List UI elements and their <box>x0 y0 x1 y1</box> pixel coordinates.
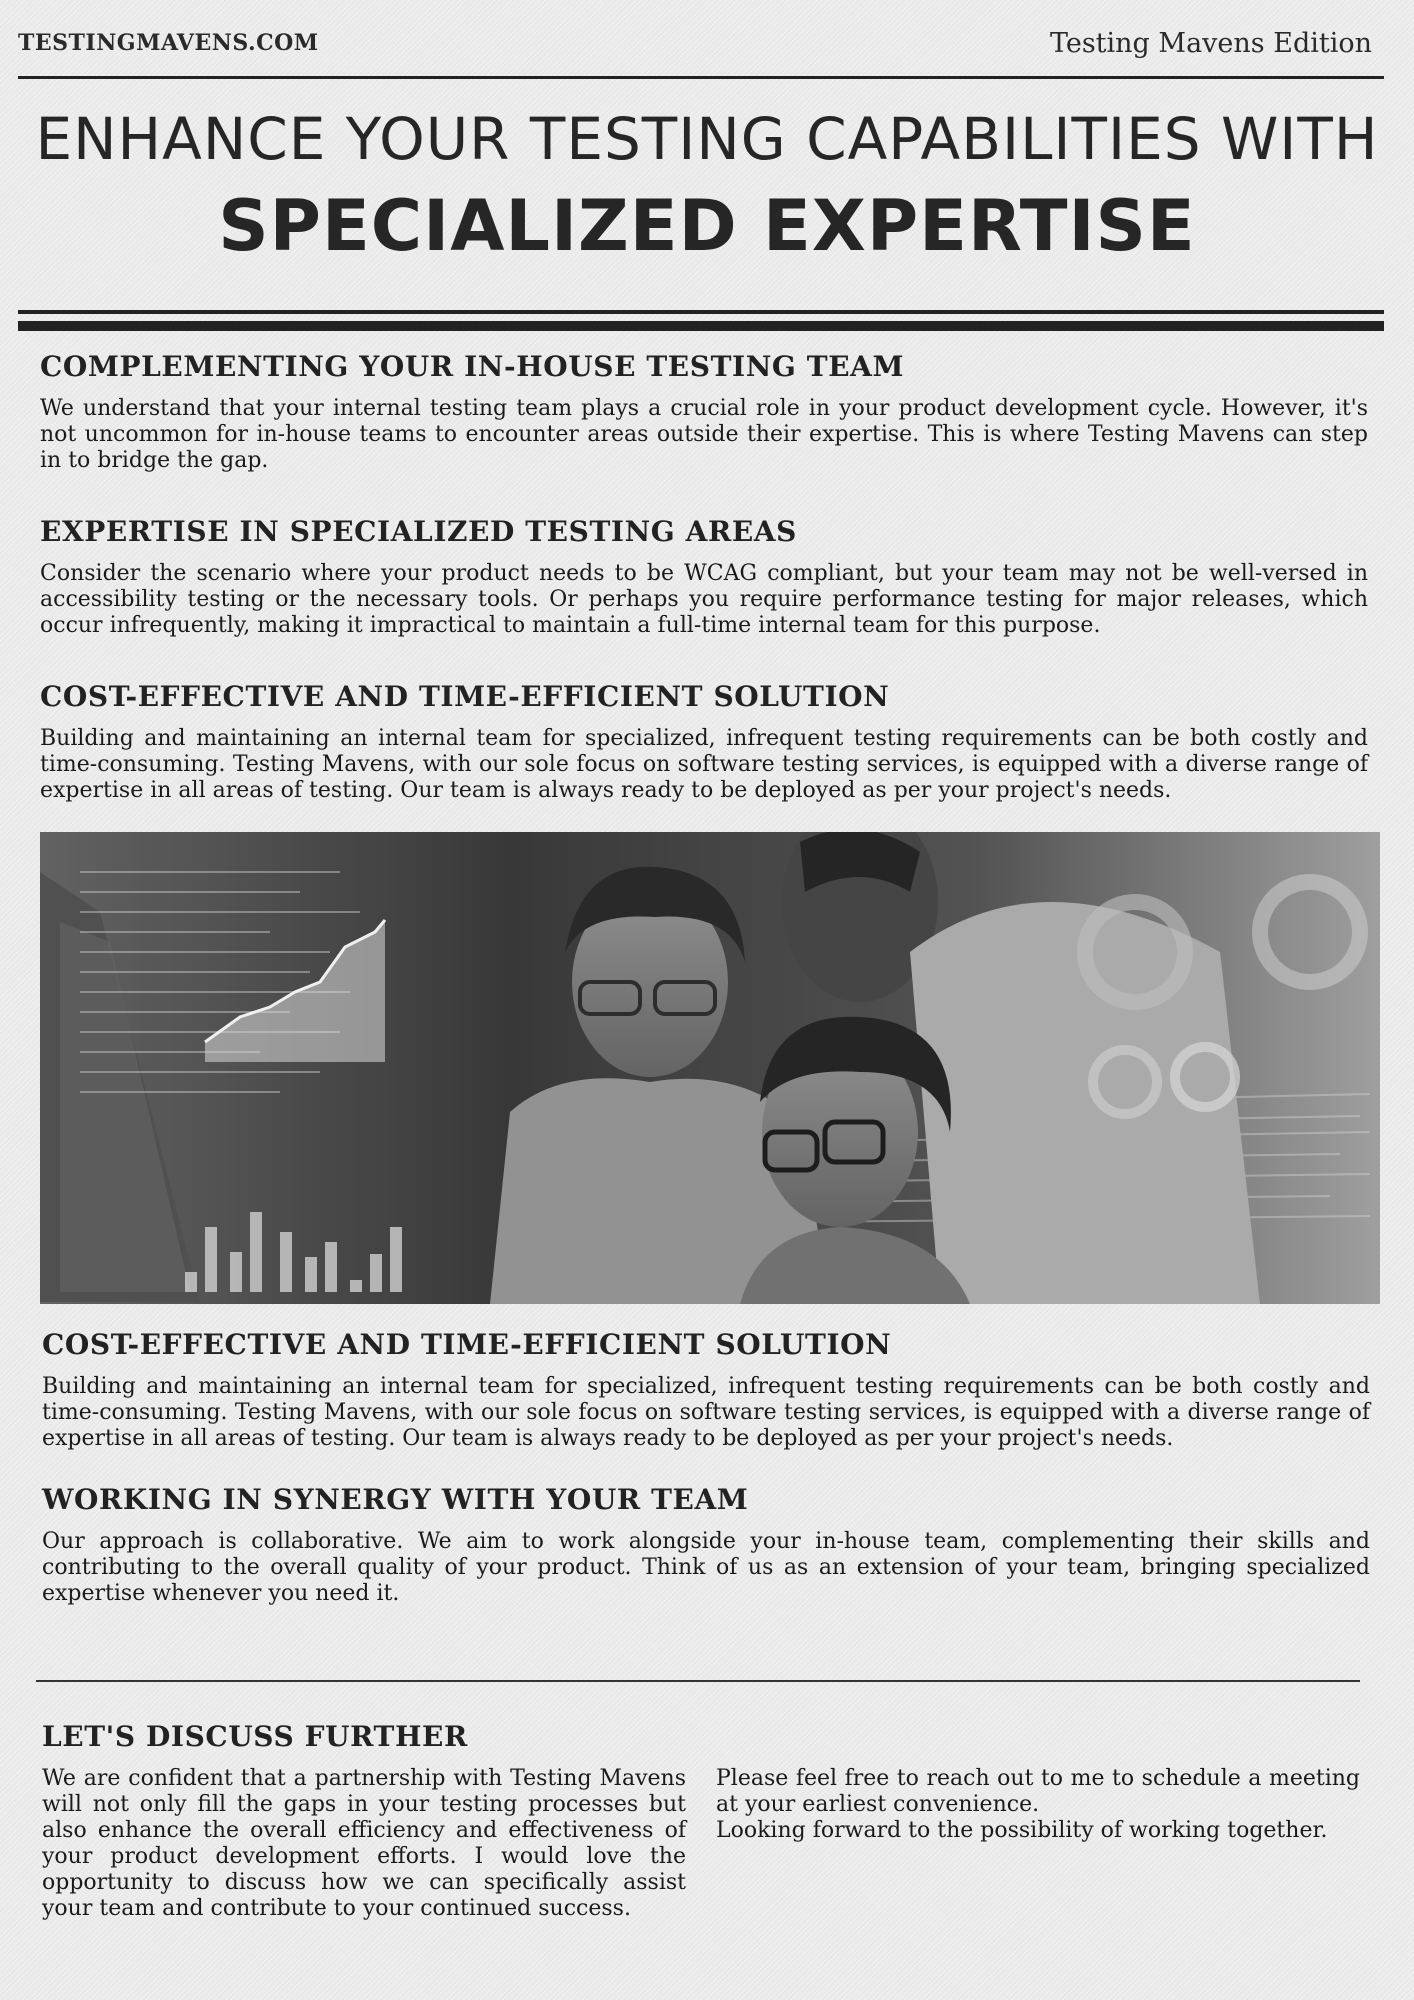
team-photo-illustration <box>40 832 1380 1304</box>
section-synergy <box>42 1483 1370 1607</box>
closing-rule <box>36 1680 1360 1682</box>
top-rule <box>18 76 1384 79</box>
headline-rule-thick <box>18 321 1384 331</box>
section-specialized-areas <box>40 515 1368 639</box>
section-body: Building and maintaining an internal team for specialized, infrequent testing requirements can be both costly and time-consuming. Testing Mavens, with our sole focus on software testing services, is equipped with a diverse range of expertise in all areas of testing. Our team is always ready to be deployed as per your project's needs. <box>42 1374 1370 1451</box>
section-title: COST-EFFECTIVE AND TIME-EFFICIENT SOLUTION <box>40 680 890 713</box>
closing-right-text-1: Please feel free to reach out to me to schedule a meeting at your earliest convenience. <box>716 1766 1360 1817</box>
section-body: Our approach is collaborative. We aim to work alongside your in-house team, complementing their skills and contributing to the overall quality of your product. Think of us as an extension of your team, bringing specialized expertise whenever you need it. <box>42 1529 1370 1606</box>
team-photo <box>40 832 1380 1304</box>
site-name: TESTINGMAVENS.COM <box>18 30 319 56</box>
closing-title: LET'S DISCUSS FURTHER <box>42 1720 468 1753</box>
section-closing <box>42 1720 1368 1922</box>
closing-right-column <box>716 1766 1360 1922</box>
section-in-house-team <box>40 350 1368 474</box>
edition-label: Testing Mavens Edition <box>1049 28 1372 59</box>
section-title: COMPLEMENTING YOUR IN-HOUSE TESTING TEAM <box>40 350 905 383</box>
closing-right-text-2: Looking forward to the possibility of working together. <box>716 1818 1328 1843</box>
headline-rule-thin <box>18 310 1384 314</box>
headline-line-1: ENHANCE YOUR TESTING CAPABILITIES WITH <box>35 105 1379 173</box>
closing-columns <box>42 1766 1368 1922</box>
section-cost-effective-repeat <box>42 1328 1370 1452</box>
closing-left-column <box>42 1766 686 1922</box>
section-body: We understand that your internal testing team plays a crucial role in your product development cycle. However, it's not uncommon for in-house teams to encounter areas outside their expertise. This is where Testing Mavens can step in to bridge the gap. <box>40 396 1368 473</box>
section-title: WORKING IN SYNERGY WITH YOUR TEAM <box>42 1483 749 1516</box>
section-body: Building and maintaining an internal team for specialized, infrequent testing requirements can be both costly and time-consuming. Testing Mavens, with our sole focus on software testing services, is equipped with a diverse range of expertise in all areas of testing. Our team is always ready to be deployed as per your project's needs. <box>40 726 1368 803</box>
section-body: Consider the scenario where your product needs to be WCAG compliant, but your team may not be well-versed in accessibility testing or the necessary tools. Or perhaps you require performance testing for major releases, which occur infrequently, making it impractical to maintain a full-time internal team for this purpose. <box>40 561 1368 638</box>
section-cost-effective <box>40 680 1368 804</box>
section-title: EXPERTISE IN SPECIALIZED TESTING AREAS <box>40 515 797 548</box>
closing-left-text: We are confident that a partnership with Testing Mavens will not only fill the gaps in your testing processes but also enhance the overall efficiency and effectiveness of your product development efforts. I would love the opportunity to discuss how we can specifically assist your team and contribute to your continued success. <box>42 1766 686 1921</box>
section-title: COST-EFFECTIVE AND TIME-EFFICIENT SOLUTION <box>42 1328 892 1361</box>
headline-line-2: SPECIALIZED EXPERTISE <box>218 185 1196 267</box>
